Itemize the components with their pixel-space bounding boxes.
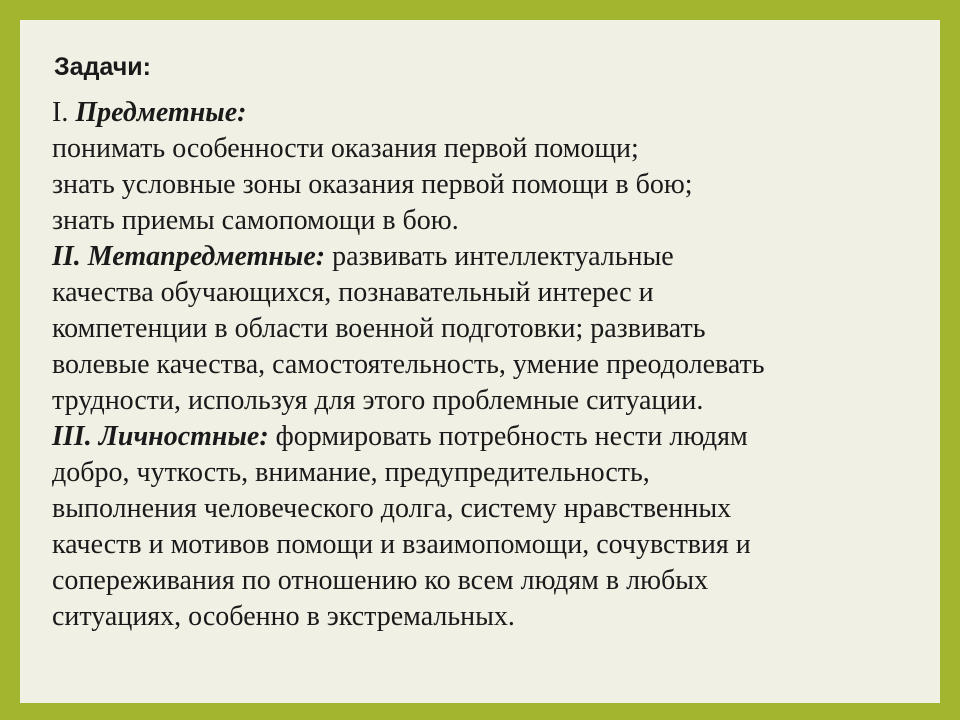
section-3-line: сопереживания по отношению ко всем людям в любых <box>52 565 709 596</box>
section-1-line: знать условные зоны оказания первой помощи в бою; <box>52 169 693 200</box>
section-3-first-text: формировать потребность нести людям <box>268 421 748 452</box>
slide <box>20 20 940 703</box>
section-2-line: компетенции в области военной подготовки; развивать <box>52 313 706 344</box>
section-1-line: знать приемы самопомощи в бою. <box>52 205 459 236</box>
section-3-heading: III. Личностные: <box>52 421 269 452</box>
section-2-heading: II. Метапредметные: <box>52 241 326 272</box>
section-3-line: ситуациях, особенно в экстремальных. <box>52 601 515 632</box>
section-2-line: трудности, используя для этого проблемные ситуации. <box>52 385 704 416</box>
section-1-heading: Предметные: <box>75 97 247 128</box>
section-1-heading-line <box>52 95 952 131</box>
section-2-heading-line <box>52 239 952 275</box>
section-3-line: выполнения человеческого долга, систему нравственных <box>52 493 732 524</box>
section-1-line: понимать особенности оказания первой помощи; <box>52 133 639 164</box>
section-1-numeral: I. <box>52 97 76 128</box>
section-3-line: добро, чуткость, внимание, предупредительность, <box>52 457 650 488</box>
section-3-heading-line <box>52 419 952 455</box>
slide-title: Задачи: <box>54 53 151 81</box>
section-3-line: качеств и мотивов помощи и взаимопомощи, сочувствия и <box>52 529 751 560</box>
slide-content <box>52 49 952 635</box>
section-2-first-text: развивать интеллектуальные <box>325 241 674 272</box>
section-2-line: качества обучающихся, познавательный интерес и <box>52 277 654 308</box>
section-2-line: волевые качества, самостоятельность, умение преодолевать <box>52 349 765 380</box>
